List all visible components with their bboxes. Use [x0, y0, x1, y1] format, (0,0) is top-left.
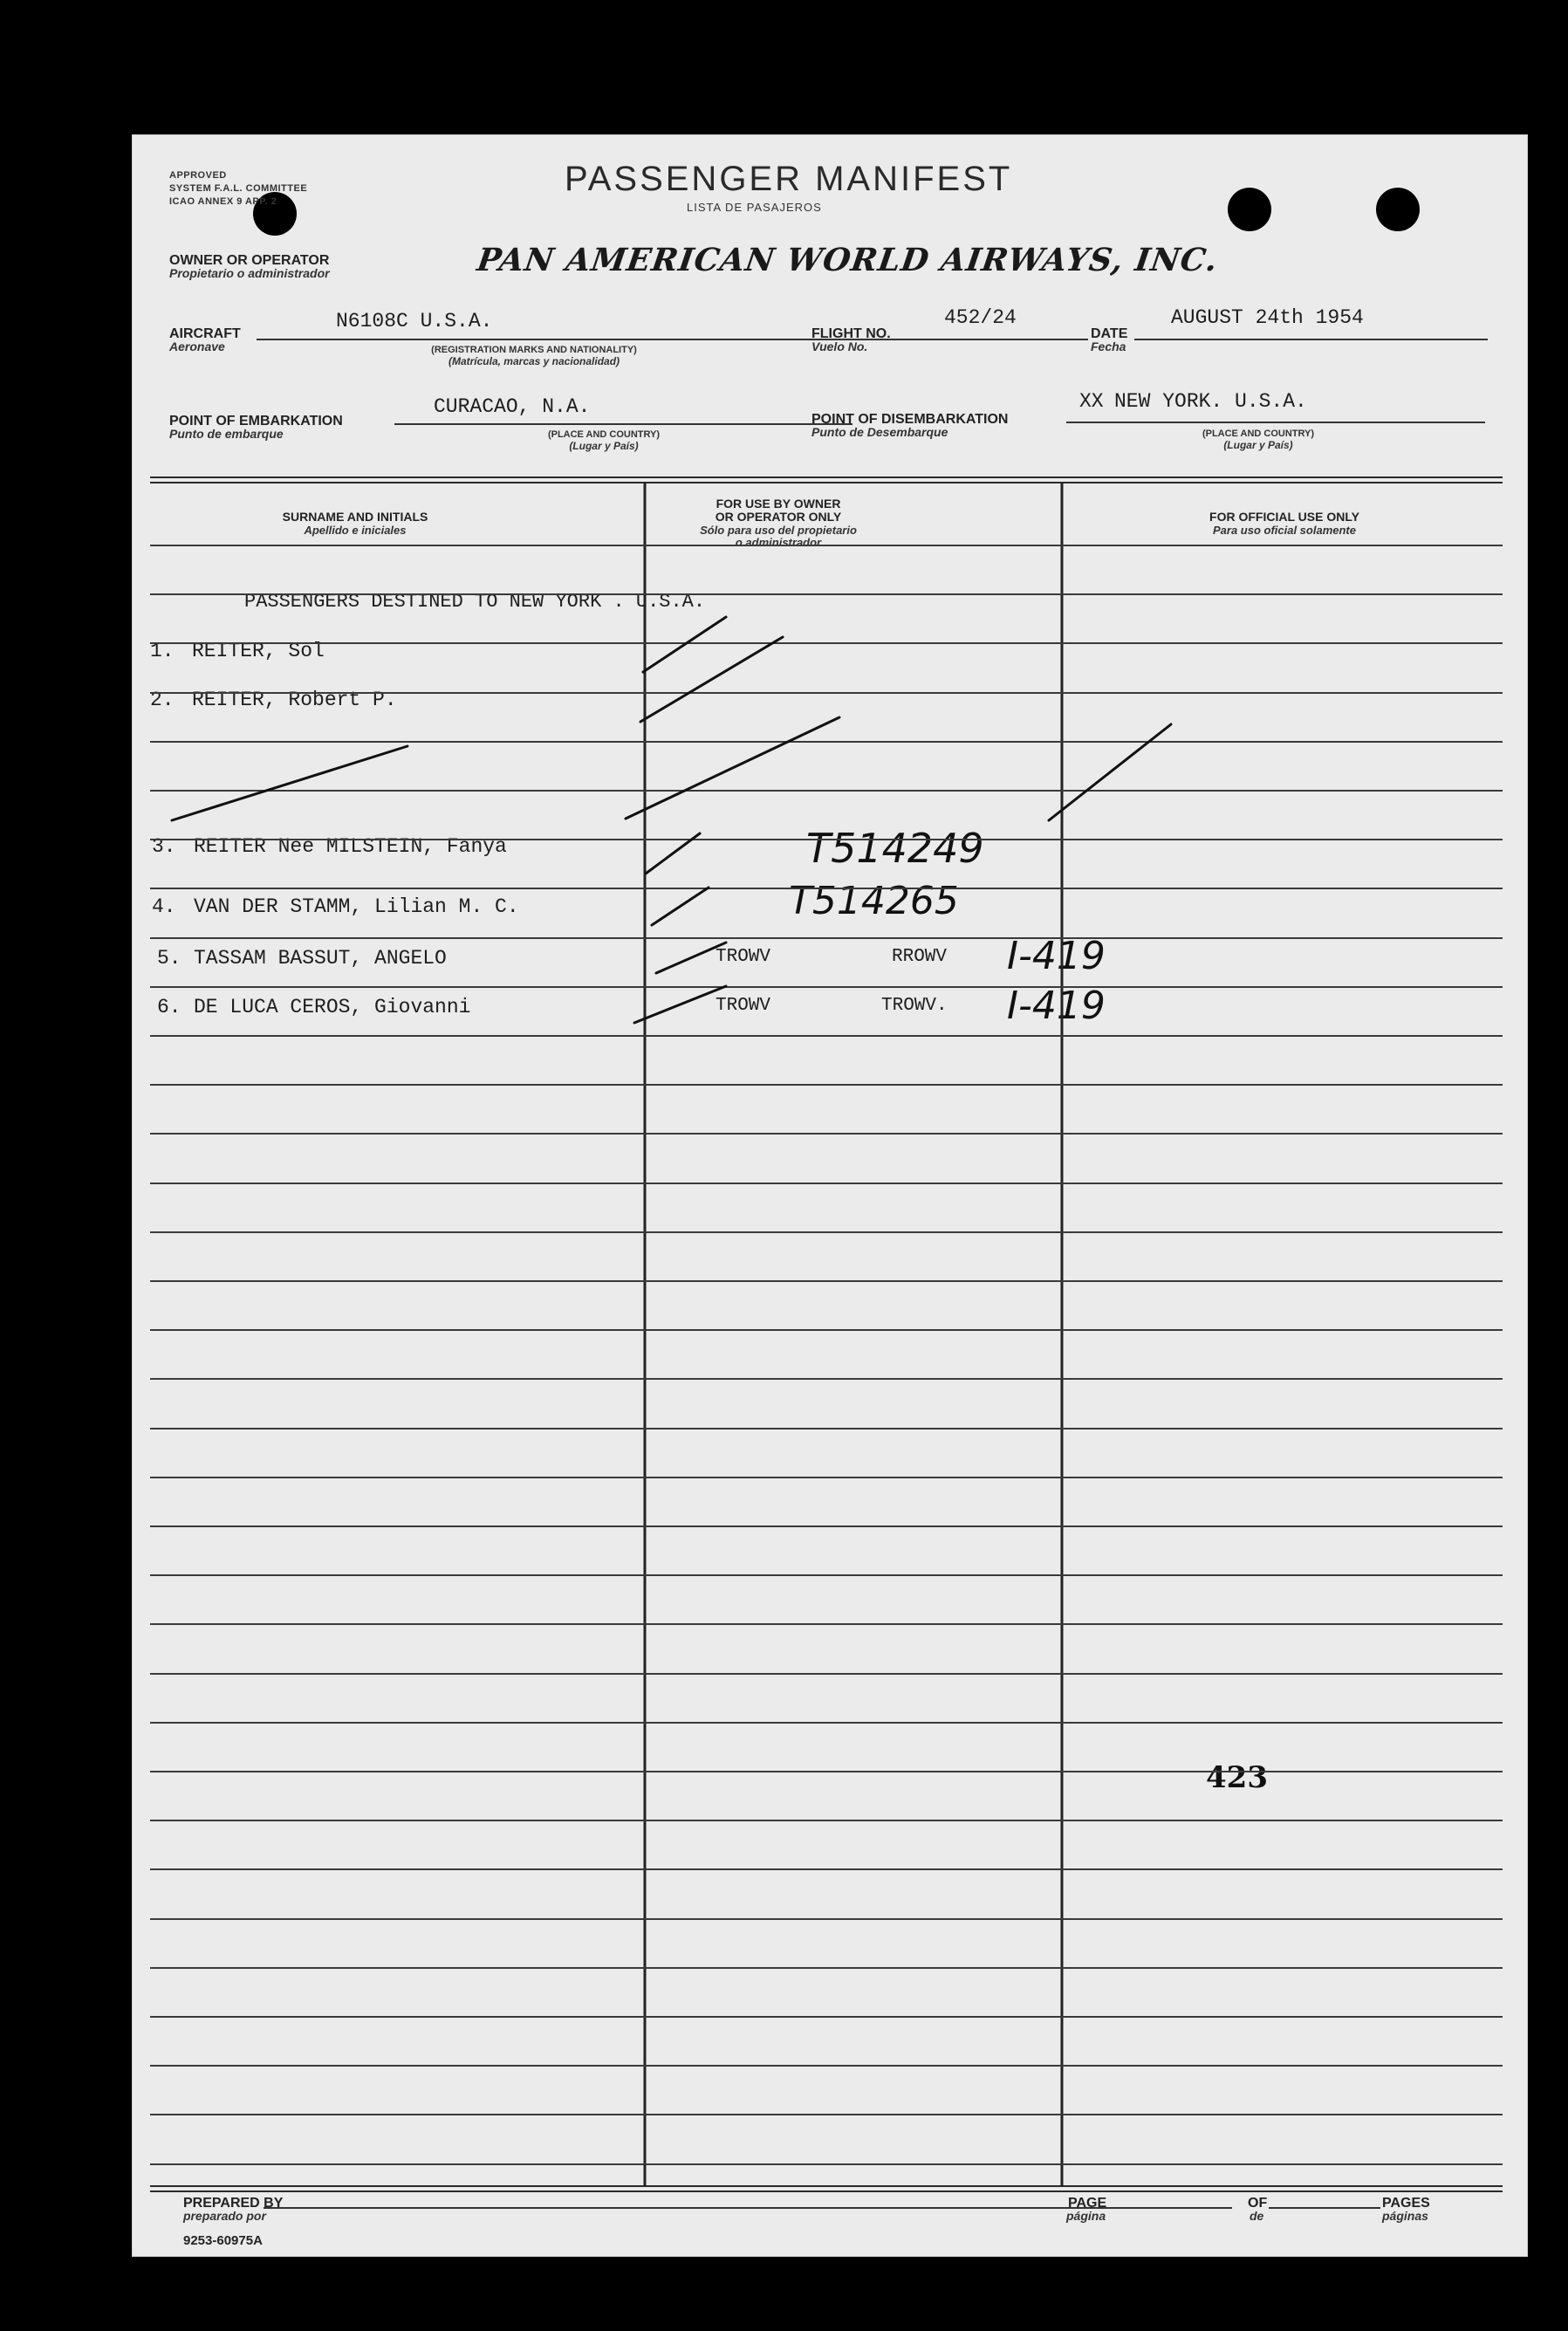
- disembarkation-caption: (PLACE AND COUNTRY): [1202, 428, 1315, 439]
- approval-line-2: SYSTEM F.A.L. COMMITTEE: [169, 183, 308, 194]
- embarkation-label-es: Punto de embarque: [169, 427, 284, 441]
- embarkation-caption: (PLACE AND COUNTRY): [547, 429, 661, 440]
- page-stamp: 423: [1206, 1760, 1268, 1795]
- column-header-surname: SURNAME AND INITIALS: [282, 510, 428, 524]
- passenger-number: 2.: [150, 689, 175, 711]
- date-label-es: Fecha: [1091, 339, 1126, 353]
- date-label: DATE: [1091, 326, 1128, 341]
- prepared-by-label-es: preparado por: [183, 2209, 266, 2223]
- pages-label: PAGES: [1382, 2196, 1430, 2211]
- aircraft-label-es: Aeronave: [169, 339, 225, 353]
- embarkation-value: CURACAO, N.A.: [434, 395, 591, 418]
- disembarkation-strike: XX: [1079, 390, 1104, 413]
- passenger-official-handwritten: I-419: [1007, 984, 1106, 1028]
- passenger-number: 1.: [150, 640, 175, 662]
- passenger-official-handwritten: T514265: [789, 879, 959, 923]
- column-header-owner-1: FOR USE BY OWNER: [716, 497, 841, 511]
- owner-label-es: Propietario o administrador: [169, 266, 330, 280]
- column-header-official: FOR OFFICIAL USE ONLY: [1209, 510, 1359, 524]
- aircraft-label: AIRCRAFT: [169, 326, 241, 341]
- form-grid: [133, 135, 1527, 2256]
- of-label: OF: [1248, 2196, 1268, 2211]
- passenger-number: 3.: [152, 835, 176, 858]
- passenger-official-handwritten: I-419: [1007, 934, 1106, 978]
- passenger-number: 5.: [157, 947, 181, 970]
- disembarkation-value: NEW YORK. U.S.A.: [1114, 390, 1307, 413]
- passenger-owner-note: TROWV: [716, 996, 771, 1016]
- column-header-owner-es-1: Sólo para uso del propietario: [700, 524, 857, 537]
- passenger-official-handwritten: T514249: [806, 825, 984, 872]
- column-header-official-es: Para uso oficial solamente: [1212, 524, 1356, 537]
- aircraft-caption: (REGISTRATION MARKS AND NATIONALITY): [431, 345, 637, 355]
- disembarkation-caption-es: (Lugar y País): [1223, 439, 1293, 451]
- column-header-owner-2: OR OPERATOR ONLY: [715, 510, 842, 524]
- aircraft-value: N6108C U.S.A.: [336, 310, 493, 333]
- aircraft-caption-es: (Matrícula, marcas y nacionalidad): [448, 355, 620, 367]
- owner-label: OWNER OR OPERATOR: [169, 253, 330, 268]
- disembarkation-label-es: Punto de Desembarque: [811, 425, 948, 439]
- date-value: AUGUST 24th 1954: [1171, 306, 1364, 329]
- passenger-name: REITER Nee MILSTEIN, Fanya: [194, 835, 507, 858]
- column-header-surname-es: Apellido e iniciales: [304, 524, 407, 537]
- page-label: PAGE: [1068, 2196, 1107, 2211]
- passenger-name: VAN DER STAMM, Lilian M. C.: [194, 895, 519, 918]
- passenger-official-note: RROWV: [892, 947, 948, 967]
- section-heading: PASSENGERS DESTINED TO NEW YORK . U.S.A.: [244, 591, 706, 613]
- approval-line-3: ICAO ANNEX 9 APP. 2: [169, 196, 277, 207]
- approval-line-1: APPROVED: [169, 170, 227, 181]
- form-subtitle: LISTA DE PASAJEROS: [687, 201, 822, 214]
- form-number: 9253-60975A: [183, 2233, 263, 2248]
- flight-label-es: Vuelo No.: [811, 339, 868, 353]
- column-header-owner-es-2: o administrador: [735, 536, 822, 549]
- form-title: PASSENGER MANIFEST: [565, 160, 1013, 198]
- prepared-by-label: PREPARED BY: [183, 2196, 284, 2211]
- flight-value: 452/24: [944, 306, 1017, 329]
- embarkation-caption-es: (Lugar y País): [569, 440, 639, 452]
- passenger-owner-note: TROWV: [716, 947, 771, 967]
- pages-label-es: páginas: [1382, 2209, 1428, 2223]
- passenger-name: DE LUCA CEROS, Giovanni: [194, 996, 471, 1018]
- embarkation-label: POINT OF EMBARKATION: [169, 414, 343, 428]
- of-label-es: de: [1250, 2209, 1264, 2223]
- passenger-name: REITER, Sol: [192, 640, 325, 662]
- operator-name: PAN AMERICAN WORLD AIRWAYS, INC.: [475, 242, 1221, 278]
- passenger-name: TASSAM BASSUT, ANGELO: [194, 947, 447, 970]
- disembarkation-label: POINT OF DISEMBARKATION: [811, 412, 1009, 427]
- passenger-number: 6.: [157, 996, 181, 1018]
- page-label-es: página: [1066, 2209, 1106, 2223]
- manifest-form: [133, 135, 1527, 2256]
- passenger-number: 4.: [152, 895, 176, 918]
- passenger-official-note: TROWV.: [881, 996, 948, 1016]
- passenger-name: REITER, Robert P.: [192, 689, 397, 711]
- flight-label: FLIGHT NO.: [811, 326, 891, 341]
